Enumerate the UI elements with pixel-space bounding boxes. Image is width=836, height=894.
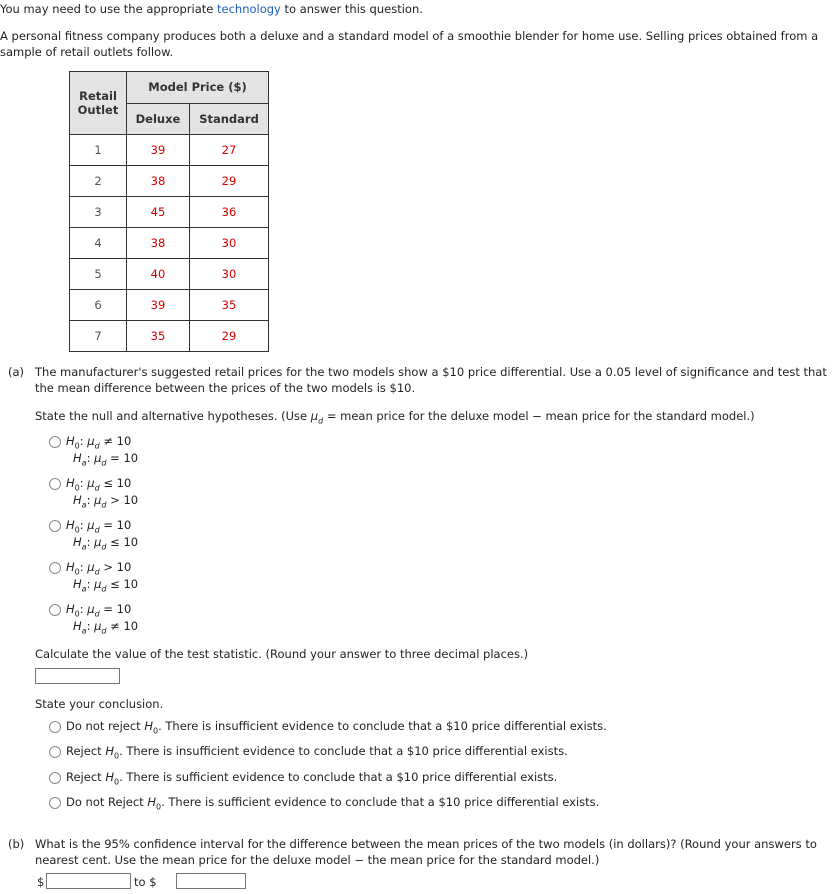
hyp-prompt-prefix: State the null and alternative hypotheses. (Use [35,409,311,423]
null-hypothesis: $H_0$: $\mu_d > 10$ [66,560,132,577]
h-symbol: H [66,518,75,532]
sub-0: 0 [113,751,120,761]
h0-operator: ≠ 10 [103,434,132,448]
alternative-hypothesis: $H_a$: $\mu_d = 10$ [73,451,139,468]
null-hypothesis: $H_0$: $\mu_d = 10$ [66,602,132,619]
standard-cell: 29 [190,166,269,197]
table-row [70,228,269,259]
h-symbol: H [73,619,82,633]
outlet-cell: 4 [70,228,127,259]
sub-d: d [101,500,107,510]
table-row [70,290,269,321]
sub-a: a [81,458,87,468]
sub-0: 0 [74,483,80,493]
standard-cell: 36 [190,197,269,228]
ci-lower-input[interactable] [46,873,131,889]
standard-cell: 35 [190,290,269,321]
ha-operator: ≤ 10 [110,535,139,549]
h-symbol: H [66,476,75,490]
retail-header-line1: Retail [79,89,117,103]
outlet-cell: 2 [70,166,127,197]
h-symbol: H [105,744,114,758]
hypothesis-radio[interactable] [49,478,61,490]
intro-text [0,2,423,16]
hyp-prompt-suffix: = mean price for the deluxe model − mean price for the standard model.) [323,409,755,423]
conclusion-option-label [66,795,600,812]
part-a-text-2: the mean difference between the prices of the two models is $10. [35,381,416,395]
part-b-text-1: What is the 95% confidence interval for the difference between the mean prices of the two models (in dollars)? (Round your answers to [35,837,817,851]
sub-d: d [94,483,100,493]
conclusion-post: . There is insufficient evidence to conclude that a $10 price differential exists. [158,719,607,733]
conclusion-radio[interactable] [49,797,61,809]
standard-cell: 30 [190,259,269,290]
h-symbol: H [105,770,114,784]
hypothesis-radio[interactable] [49,520,61,532]
standard-cell: 27 [190,135,269,166]
conclusion-post: . There is insufficient evidence to conclude that a $10 price differential exists. [119,744,568,758]
sub-0: 0 [113,777,120,787]
outlet-cell: 6 [70,290,127,321]
sub-0: 0 [74,441,80,451]
part-b-label: (b) [8,837,25,851]
conclusion-prompt: State your conclusion. [35,697,164,711]
table-row [70,321,269,352]
to-dollar-label: to $ [134,875,157,889]
part-b-text-2: nearest cent. Use the mean price for the deluxe model − the mean price for the standard model.) [35,853,600,867]
hypothesis-radio[interactable] [49,562,61,574]
deluxe-header: Deluxe [127,103,190,135]
conclusion-pre: Do not reject [66,719,145,733]
h-symbol: H [73,451,82,465]
table-row [70,135,269,166]
table-row [70,259,269,290]
h0-operator: = 10 [103,602,132,616]
null-hypothesis: $H_0$: $\mu_d \le 10$ [66,476,132,493]
sub-d: d [101,584,107,594]
conclusion-radio[interactable] [49,746,61,758]
table-row [70,197,269,228]
h-symbol: H [66,434,75,448]
mu-symbol: μ [87,518,95,532]
mu-symbol: μ [87,476,95,490]
conclusion-option-label [66,770,558,787]
dollar-sign: $ [37,875,45,889]
hypothesis-radio[interactable] [49,436,61,448]
deluxe-cell: 40 [127,259,190,290]
mu-symbol: μ [310,409,319,423]
mu-symbol: μ [94,451,102,465]
alternative-hypothesis: $H_a$: $\mu_d \ne 10$ [73,619,139,636]
mu-symbol: μ [94,577,102,591]
sub-d: d [94,441,100,451]
sub-0: 0 [74,567,80,577]
h0-operator: > 10 [103,560,132,574]
h-symbol: H [147,795,156,809]
table-row [70,166,269,197]
deluxe-cell: 39 [127,135,190,166]
sub-d: d [101,626,107,636]
sub-0: 0 [156,802,162,812]
mu-symbol: μ [87,602,95,616]
price-table [69,71,269,352]
sub-a: a [81,626,87,636]
stat-prompt: Calculate the value of the test statistic. (Round your answer to three decimal places.) [35,647,529,661]
part-a-label: (a) [8,365,25,379]
deluxe-cell: 38 [127,166,190,197]
intro-suffix: to answer this question. [280,2,423,16]
sub-d: d [94,567,100,577]
null-hypothesis: $H_0$: $\mu_d = 10$ [66,518,132,535]
problem-line-1: A personal fitness company produces both a deluxe and a standard model of a smoothie blender for home use. Selling prices obtained from a [0,29,819,43]
conclusion-pre: Reject [66,770,106,784]
mu-symbol: μ [94,535,102,549]
sub-d: d [94,609,100,619]
test-statistic-input[interactable] [35,668,120,684]
mu-symbol: μ [94,619,102,633]
deluxe-cell: 35 [127,321,190,352]
mu-symbol: μ [94,493,102,507]
alternative-hypothesis: $H_a$: $\mu_d \le 10$ [73,535,139,552]
outlet-cell: 5 [70,259,127,290]
model-price-header: Model Price ($) [127,72,269,104]
intro-prefix: You may need to use the appropriate [0,2,217,16]
sub-d: d [318,416,324,426]
sub-0: 0 [74,609,80,619]
deluxe-cell: 39 [127,290,190,321]
hypothesis-radio[interactable] [49,604,61,616]
alternative-hypothesis: $H_a$: $\mu_d \le 10$ [73,577,139,594]
deluxe-cell: 45 [127,197,190,228]
outlet-cell: 3 [70,197,127,228]
conclusion-radio[interactable] [49,721,61,733]
part-a-text-1: The manufacturer's suggested retail prices for the two models show a $10 price differential. Use a 0.05 level of significance and test that [35,365,827,379]
mu-symbol: μ [87,560,95,574]
standard-header: Standard [190,103,269,135]
sub-0: 0 [153,726,159,736]
null-hypothesis: $H_0$: $\mu_d \ne 10$ [66,434,132,451]
hypotheses-prompt [35,409,755,426]
outlet-cell: 7 [70,321,127,352]
sub-0: 0 [74,525,80,535]
mu-symbol: μ [87,434,95,448]
h-symbol: H [66,602,75,616]
h0-operator: ≤ 10 [103,476,132,490]
retail-header-line2: Outlet [77,103,119,117]
h-symbol: H [144,719,153,733]
technology-link[interactable]: technology [217,2,281,16]
ha-operator: = 10 [110,451,139,465]
standard-cell: 30 [190,228,269,259]
conclusion-post: . There is sufficient evidence to conclude that a $10 price differential exists. [161,795,600,809]
sub-a: a [81,500,87,510]
ci-upper-input[interactable] [176,873,246,889]
sub-d: d [94,525,100,535]
h-symbol: H [73,493,82,507]
h-symbol: H [73,577,82,591]
sub-a: a [81,542,87,552]
conclusion-pre: Do not Reject [66,795,148,809]
problem-line-2: sample of retail outlets follow. [0,45,174,59]
retail-outlet-header [70,72,127,135]
ha-operator: ≤ 10 [110,577,139,591]
h0-operator: = 10 [103,518,132,532]
ha-operator: > 10 [110,493,139,507]
h-symbol: H [73,535,82,549]
conclusion-radio[interactable] [49,772,61,784]
conclusion-pre: Reject [66,744,106,758]
outlet-cell: 1 [70,135,127,166]
conclusion-option-label [66,744,568,761]
standard-cell: 29 [190,321,269,352]
sub-a: a [81,584,87,594]
conclusion-option-label [66,719,607,736]
conclusion-post: . There is sufficient evidence to conclude that a $10 price differential exists. [119,770,558,784]
deluxe-cell: 38 [127,228,190,259]
ha-operator: ≠ 10 [110,619,139,633]
h-symbol: H [66,560,75,574]
sub-d: d [101,542,107,552]
sub-d: d [101,458,107,468]
alternative-hypothesis: $H_a$: $\mu_d > 10$ [73,493,139,510]
